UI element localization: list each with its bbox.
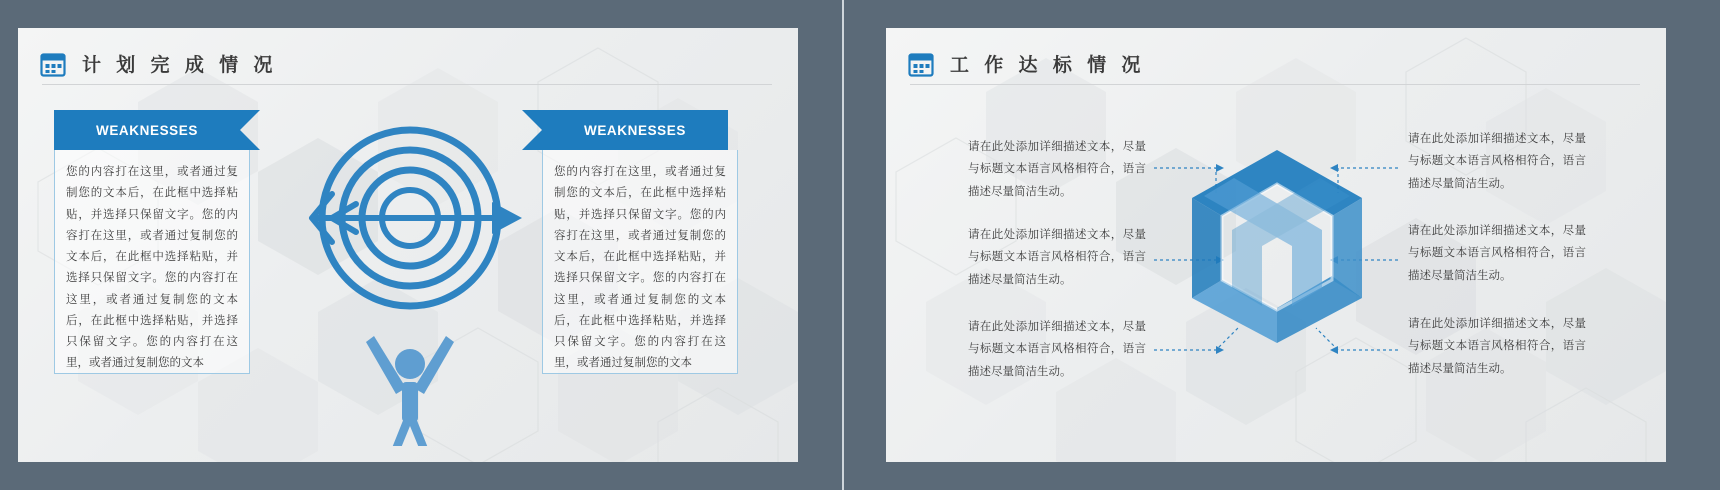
- header-divider: [910, 84, 1640, 85]
- page-title: 计 划 完 成 情 况: [82, 55, 278, 76]
- slide-work-achievement: [886, 28, 1666, 462]
- panel-body-text: 您的内容打在这里，或者通过复制您的文本后，在此框中选择粘贴，并选择只保留文字。您的内容打在这里，或者通过复制您的文本后，在此框中选择粘贴，并选择只保留文字。您的内容打在这里，或者通过复制您的文本后，在此框中选择粘贴，并选择只保留文字。您的内容打在这里，或者通过复制您的文本: [54, 150, 250, 374]
- banner-tail-shape: [240, 110, 260, 150]
- calendar-icon: [40, 51, 66, 77]
- right-description-2: 请在此处添加详细描述文本，尽量与标题文本语言风格相符合，语言描述尽量简洁生动。: [1408, 225, 1586, 282]
- left-description-3: 请在此处添加详细描述文本，尽量与标题文本语言风格相符合，语言描述尽量简洁生动。: [968, 321, 1146, 378]
- panel-weaknesses-left: [54, 110, 250, 374]
- banner-tail-shape: [522, 110, 542, 150]
- panel-heading-banner: [542, 110, 728, 150]
- calendar-icon: [908, 51, 934, 77]
- panel-heading-banner: [54, 110, 240, 150]
- slide-separator: [842, 0, 844, 490]
- slide-header: [908, 50, 1145, 77]
- slide-plan-completion: [18, 28, 798, 462]
- header-divider: [42, 84, 772, 85]
- left-description-2: 请在此处添加详细描述文本，尽量与标题文本语言风格相符合，语言描述尽量简洁生动。: [968, 229, 1146, 286]
- slide-header: [40, 50, 277, 77]
- right-description-3: 请在此处添加详细描述文本，尽量与标题文本语言风格相符合，语言描述尽量简洁生动。: [1408, 318, 1586, 375]
- panel-body-text: 您的内容打在这里，或者通过复制您的文本后，在此框中选择粘贴，并选择只保留文字。您的内容打在这里，或者通过复制您的文本后，在此框中选择粘贴，并选择只保留文字。您的内容打在这里，或者通过复制您的文本后，在此框中选择粘贴，并选择只保留文字。您的内容打在这里，或者通过复制您的文本: [542, 150, 738, 374]
- target-arrow-person-icon: [296, 106, 524, 446]
- panel-heading-text: WEAKNESSES: [95, 122, 199, 138]
- panel-heading-text: WEAKNESSES: [583, 122, 687, 138]
- panel-weaknesses-right: [532, 110, 728, 374]
- left-description-1: 请在此处添加详细描述文本，尽量与标题文本语言风格相符合，语言描述尽量简洁生动。: [968, 141, 1146, 198]
- interlocking-hexagon-knot-icon: [1172, 138, 1382, 348]
- page-title: 工 作 达 标 情 况: [950, 55, 1146, 76]
- right-description-1: 请在此处添加详细描述文本，尽量与标题文本语言风格相符合，语言描述尽量简洁生动。: [1408, 133, 1586, 190]
